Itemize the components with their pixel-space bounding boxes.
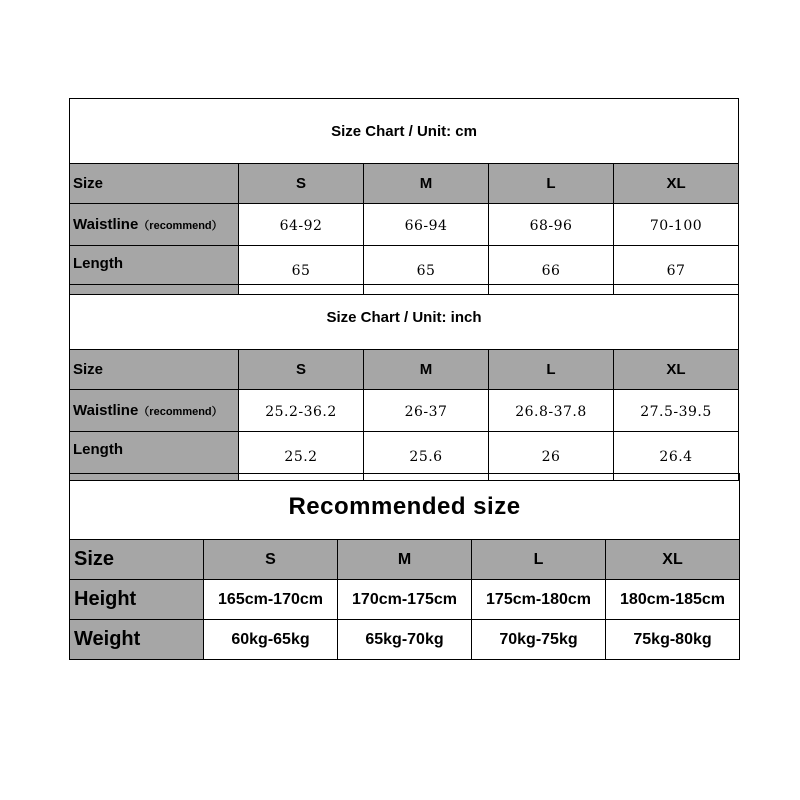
table-cell: 70-100 bbox=[614, 204, 739, 246]
table-cell: 27.5-39.5 bbox=[614, 390, 739, 432]
size-header: S bbox=[239, 164, 364, 204]
recommended-title: Recommended size bbox=[70, 474, 740, 540]
table-cell: 64-92 bbox=[239, 204, 364, 246]
size-header: XL bbox=[614, 164, 739, 204]
size-label: Size bbox=[70, 164, 239, 204]
size-header: XL bbox=[614, 350, 739, 390]
size-header: XL bbox=[606, 540, 740, 580]
table-cell: 70kg-75kg bbox=[472, 620, 606, 660]
size-header: S bbox=[239, 350, 364, 390]
height-label: Height bbox=[70, 580, 204, 620]
table-cell: 170cm-175cm bbox=[338, 580, 472, 620]
waistline-note: （recommend） bbox=[138, 220, 223, 232]
size-label: Size bbox=[70, 540, 204, 580]
table-cell: 65 bbox=[239, 246, 364, 295]
table-cell: 66 bbox=[489, 246, 614, 295]
length-label: Length bbox=[70, 246, 239, 295]
table-cell: 175cm-180cm bbox=[472, 580, 606, 620]
length-label: Length bbox=[70, 432, 239, 481]
chart-title: Size Chart / Unit: cm bbox=[70, 99, 739, 164]
weight-row bbox=[70, 620, 740, 660]
table-cell: 25.6 bbox=[364, 432, 489, 481]
recommended-size-table bbox=[69, 473, 740, 660]
size-label: Size bbox=[70, 350, 239, 390]
table-cell: 66-94 bbox=[364, 204, 489, 246]
table-cell: 165cm-170cm bbox=[204, 580, 338, 620]
table-cell: 60kg-65kg bbox=[204, 620, 338, 660]
waistline-label-text: Waistline bbox=[73, 402, 139, 419]
table-cell: 25.2 bbox=[239, 432, 364, 481]
waistline-row bbox=[70, 390, 739, 432]
height-row bbox=[70, 580, 740, 620]
waistline-label bbox=[70, 204, 239, 246]
table-cell: 26-37 bbox=[364, 390, 489, 432]
table-cell: 67 bbox=[614, 246, 739, 295]
size-header: M bbox=[364, 164, 489, 204]
table-cell: 65 bbox=[364, 246, 489, 295]
size-header: S bbox=[204, 540, 338, 580]
table-cell: 25.2-36.2 bbox=[239, 390, 364, 432]
table-cell: 75kg-80kg bbox=[606, 620, 740, 660]
size-row bbox=[70, 540, 740, 580]
size-header: M bbox=[338, 540, 472, 580]
size-header: L bbox=[489, 350, 614, 390]
table-cell: 65kg-70kg bbox=[338, 620, 472, 660]
waistline-row bbox=[70, 204, 739, 246]
table-cell: 68-96 bbox=[489, 204, 614, 246]
table-cell: 26.4 bbox=[614, 432, 739, 481]
size-row bbox=[70, 350, 739, 390]
size-chart-cm bbox=[69, 98, 739, 295]
waistline-label bbox=[70, 390, 239, 432]
size-row bbox=[70, 164, 739, 204]
size-chart-inch bbox=[69, 284, 739, 481]
weight-label: Weight bbox=[70, 620, 204, 660]
chart-title: Size Chart / Unit: inch bbox=[70, 285, 739, 350]
size-header: L bbox=[472, 540, 606, 580]
size-header: M bbox=[364, 350, 489, 390]
waistline-note: （recommend） bbox=[138, 406, 223, 418]
table-cell: 180cm-185cm bbox=[606, 580, 740, 620]
table-cell: 26 bbox=[489, 432, 614, 481]
table-cell: 26.8-37.8 bbox=[489, 390, 614, 432]
size-header: L bbox=[489, 164, 614, 204]
waistline-label-text: Waistline bbox=[73, 216, 139, 233]
